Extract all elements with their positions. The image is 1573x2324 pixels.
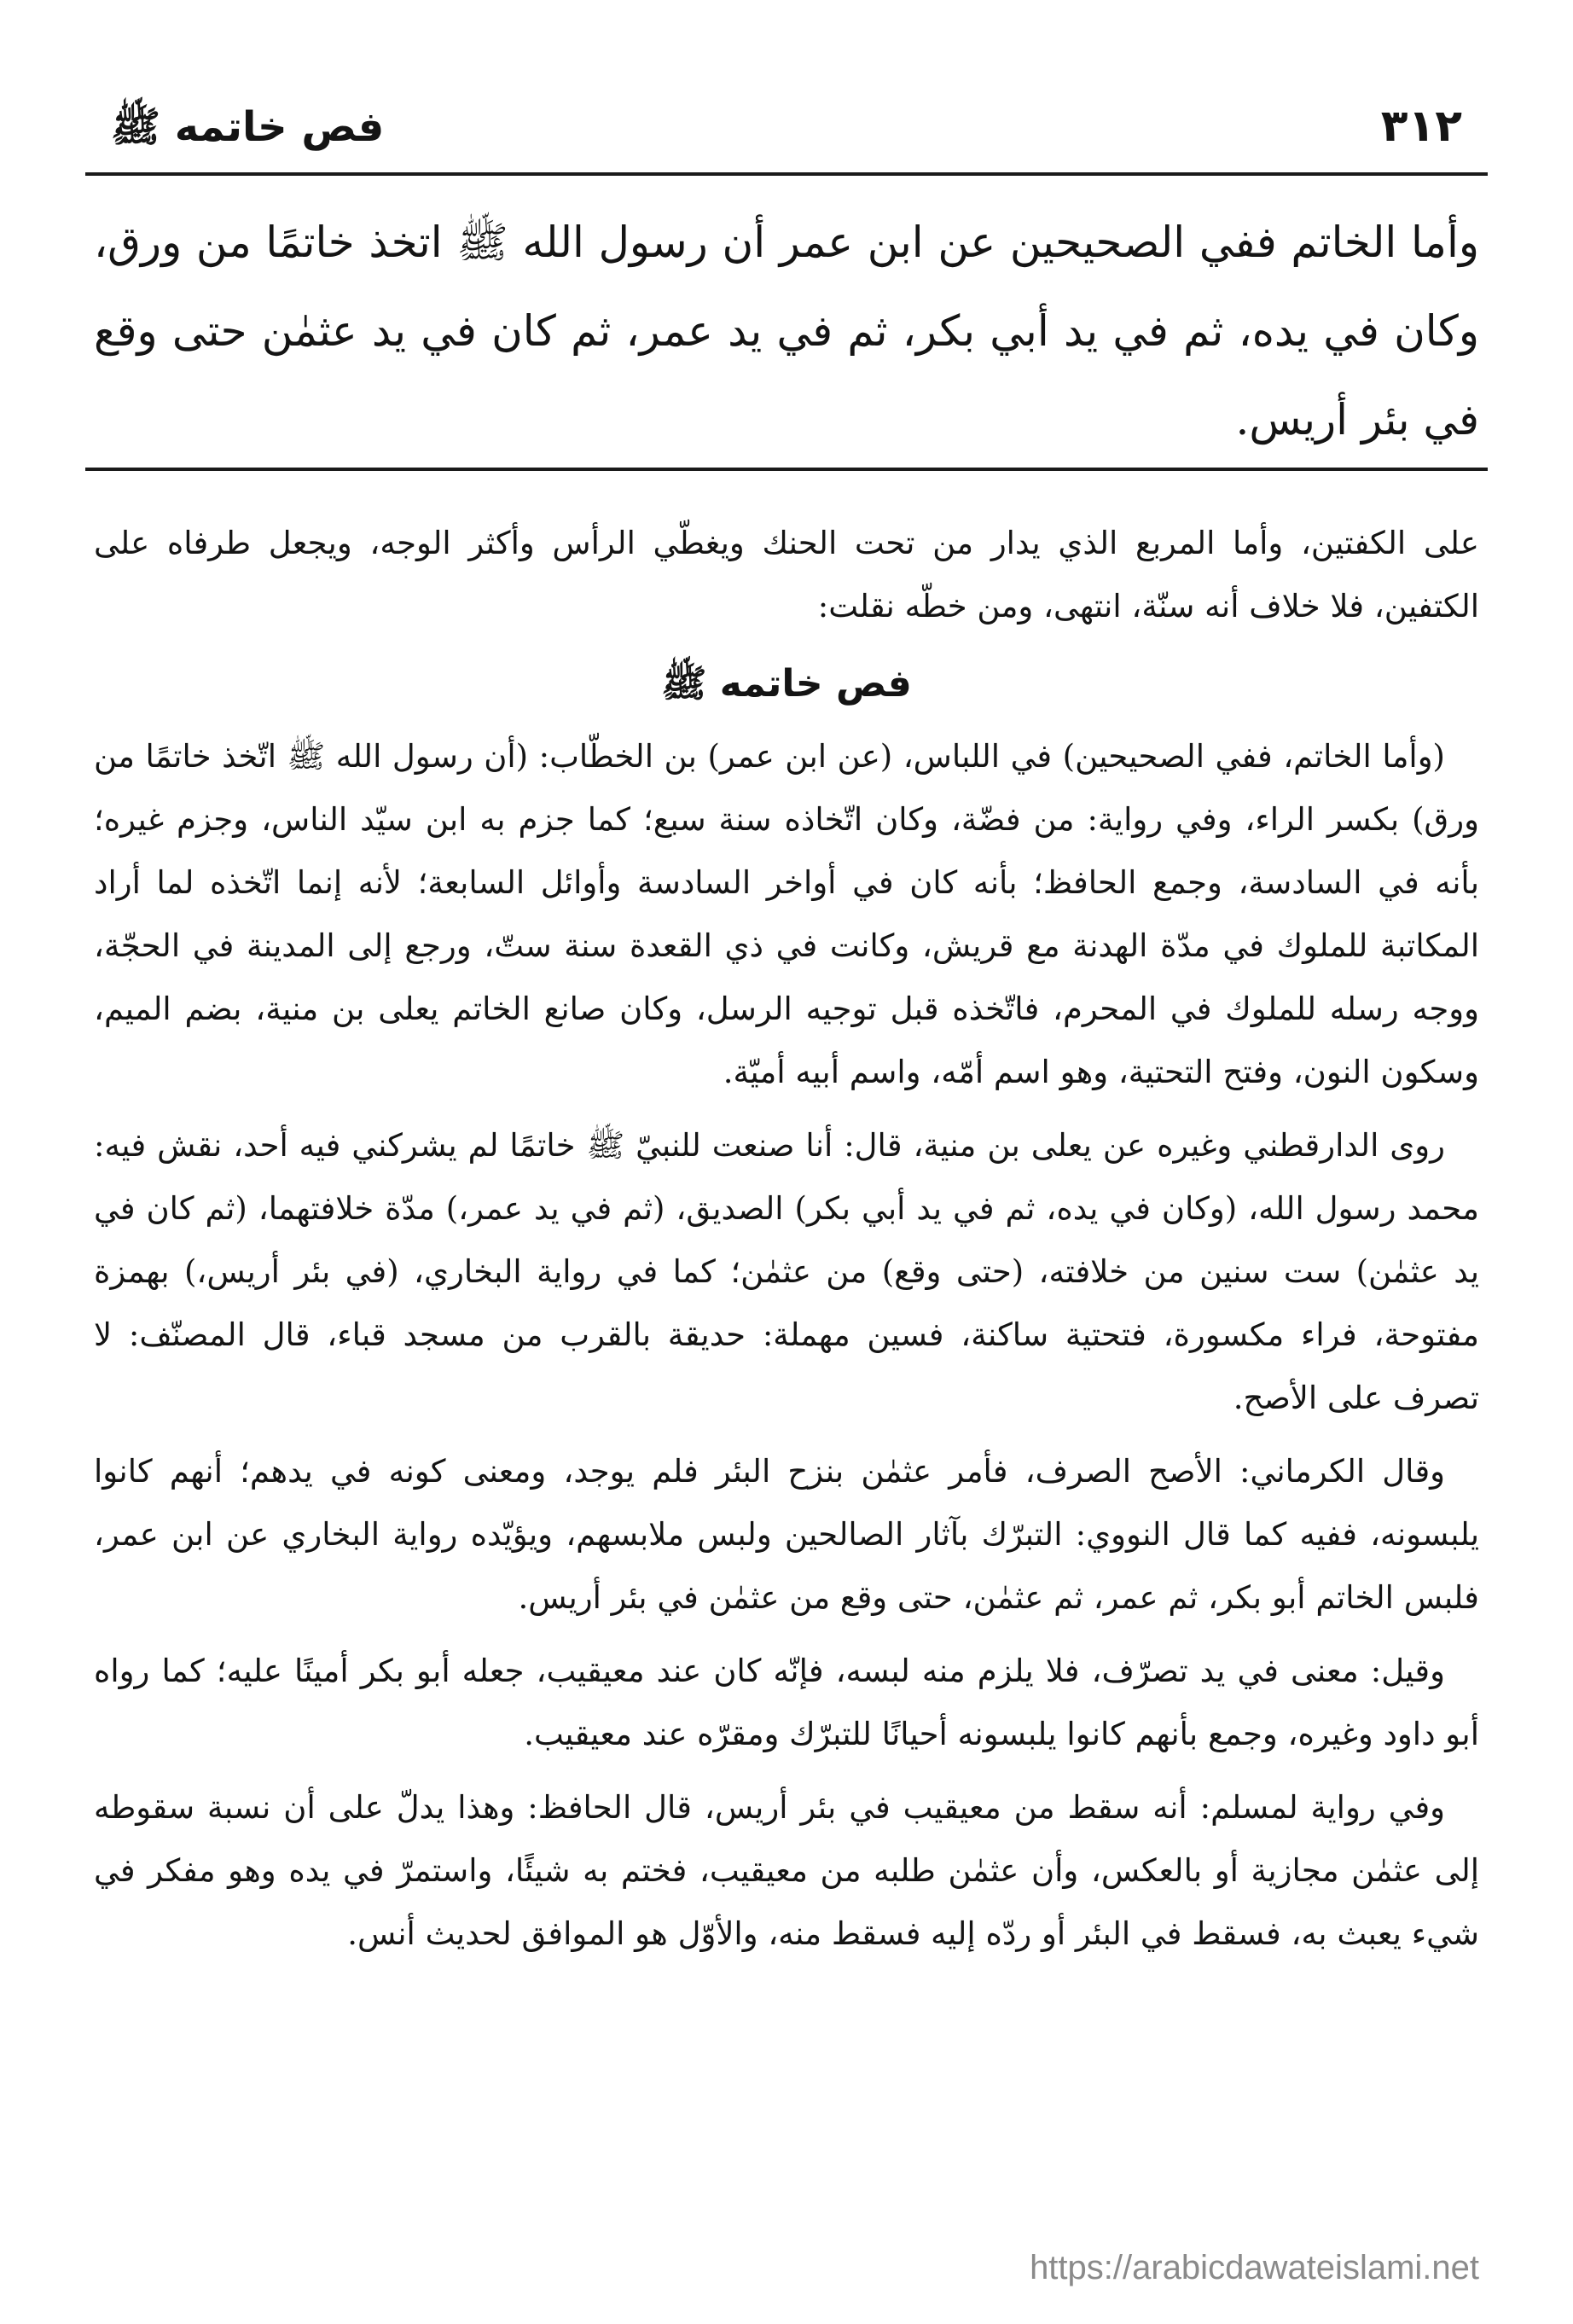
commentary-divider — [85, 468, 1488, 471]
commentary-paragraph: وقال الكرماني: الأصح الصرف، فأمر عثمٰن بنزح البئر فلم يوجد، ومعنى كونه في يدهم؛ أنهم كانوا يلبسونه، ففيه كما قال النووي: التبرّك بآثار الصالحين ولبس ملابسهم، ويؤيّده رواية البخاري عن ابن عمر، فلبس الخاتم أبو بكر، ثم عمر، ثم عثمٰن، حتى وقع من عثمٰن في بئر أريس. — [94, 1453, 1479, 1616]
page-number: ٣١٢ — [1380, 101, 1462, 152]
page-header — [85, 85, 1488, 162]
source-watermark: https://arabicdawateislami.net — [1030, 2249, 1479, 2286]
commentary-paragraph: (وأما الخاتم، ففي الصحيحين) في اللباس، (عن ابن عمر) بن الخطّاب: (أن رسول الله ﷺ اتّخذ خاتمًا من ورق) بكسر الراء، وفي رواية: من فضّة، وكان اتّخاذه سنة سبع؛ كما جزم به ابن سيّد الناس، وجزم غيره؛ بأنه في السادسة، وجمع الحافظ؛ بأنه كان في أواخر السادسة وأوائل السابعة؛ لأنه إنما اتّخذه لما أراد المكاتبة للملوك في مدّة الهدنة مع قريش، وكانت في ذي القعدة سنة ستّ، ورجع إلى المدينة في الحجّة، ووجه رسله للملوك في المحرم، فاتّخذه قبل توجيه الرسل، وكان صانع الخاتم يعلى بن منية، بضم الميم، وسكون النون، وفتح التحتية، وهو اسم أمّه، واسم أبيه أميّة. — [94, 738, 1479, 1090]
commentary-paragraph: روى الدارقطني وغيره عن يعلى بن منية، قال: أنا صنعت للنبيّ ﷺ خاتمًا لم يشركني فيه أحد، نقش فيه: محمد رسول الله، (وكان في يده، ثم في يد أبي بكر) الصديق، (ثم في يد عمر،) مدّة خلافتهما، (ثم كان في يد عثمٰن) ست سنين من خلافته، (حتى وقع) من عثمٰن؛ كما في رواية البخاري، (في بئر أريس،) بهمزة مفتوحة، فراء مكسورة، فتحتية ساكنة، فسين مهملة: حديقة بالقرب من مسجد قباء، قال المصنّف: لا تصرف على الأصح. — [94, 1127, 1479, 1416]
header-divider — [85, 172, 1488, 176]
commentary-paragraph: وفي رواية لمسلم: أنه سقط من معيقيب في بئر أريس، قال الحافظ: وهذا يدلّ على أن نسبة سقوطه إلى عثمٰن مجازية أو بالعكس، وأن عثمٰن طلبه من معيقيب، فختم به شيئًا، واستمرّ في يده وهو مفكر في شيء يعبث به، فسقط في البئر أو ردّه إليه فسقط منه، والأوّل هو الموافق لحديث أنس. — [94, 1789, 1479, 1952]
main-text: وأما الخاتم ففي الصحيحين عن ابن عمر أن رسول الله ﷺ اتخذ خاتمًا من ورق، وكان في يده، ثم في يد أبي بكر، ثم في يد عمر، ثم كان في يد عثمٰن حتى وقع في بئر أريس. — [94, 218, 1479, 444]
commentary — [94, 512, 1479, 1976]
running-title: فص خاتمه ﷺ — [111, 103, 385, 151]
section-heading: فص خاتمه ﷺ — [661, 662, 912, 706]
commentary-paragraph: وقيل: معنى في يد تصرّف، فلا يلزم منه لبسه، فإنّه كان عند معيقيب، جعله أبو بكر أمينًا عليه؛ كما رواه أبو داود وغيره، وجمع بأنهم كانوا يلبسونه أحيانًا للتبرّك ومقرّه عند معيقيب. — [94, 1653, 1479, 1752]
commentary-intro: على الكفتين، وأما المربع الذي يدار من تحت الحنك ويغطّي الرأس وأكثر الوجه، ويجعل طرفاه على الكتفين، فلا خلاف أنه سنّة، انتهى، ومن خطّه نقلت: — [94, 525, 1479, 625]
